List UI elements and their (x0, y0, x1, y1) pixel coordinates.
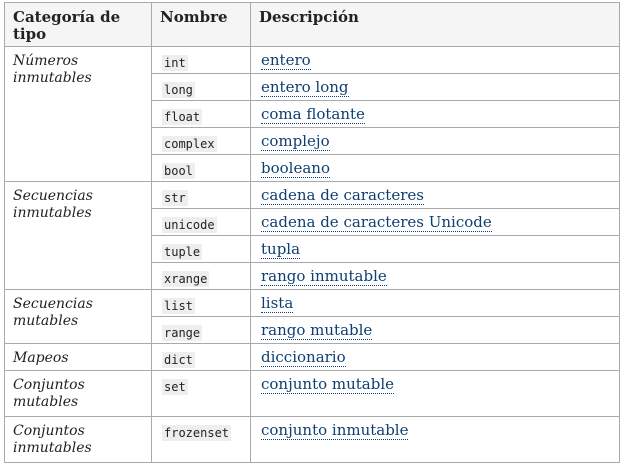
description-link[interactable]: conjunto inmutable (261, 421, 409, 439)
description-link[interactable]: complejo (261, 132, 330, 150)
description-link[interactable]: conjunto mutable (261, 375, 395, 393)
description-cell (251, 47, 620, 74)
category-cell: Conjuntos mutables (5, 371, 152, 417)
type-name-cell (152, 344, 251, 371)
description-link[interactable]: cadena de caracteres (261, 186, 424, 204)
type-name: bool (164, 164, 193, 178)
table-row (5, 182, 620, 209)
table-row (5, 344, 620, 371)
description-cell (251, 344, 620, 371)
type-name-cell (152, 101, 251, 128)
type-name: frozenset (164, 426, 230, 440)
type-name: list (164, 299, 193, 313)
description-link[interactable]: lista (261, 294, 294, 312)
description-cell (251, 209, 620, 236)
description-cell (251, 236, 620, 263)
type-name: xrange (164, 272, 208, 286)
type-name: tuple (164, 245, 201, 259)
description-cell (251, 290, 620, 317)
type-name: float (164, 110, 201, 124)
type-name-cell (152, 417, 251, 463)
description-cell (251, 371, 620, 417)
category-cell: Números inmutables (5, 47, 152, 182)
table-row (5, 417, 620, 463)
type-name: long (164, 83, 193, 97)
type-name: set (164, 380, 186, 394)
type-name-cell (152, 128, 251, 155)
description-link[interactable]: rango mutable (261, 321, 373, 339)
category-cell: Secuencias inmutables (5, 182, 152, 290)
type-name-cell (152, 263, 251, 290)
description-link[interactable]: booleano (261, 159, 330, 177)
description-link[interactable]: entero (261, 51, 311, 69)
type-name: str (164, 191, 186, 205)
description-cell (251, 155, 620, 182)
description-link[interactable]: coma flotante (261, 105, 365, 123)
description-cell (251, 74, 620, 101)
description-link[interactable]: rango inmutable (261, 267, 387, 285)
description-cell (251, 101, 620, 128)
category-cell: Secuencias mutables (5, 290, 152, 344)
type-name: int (164, 56, 186, 70)
category-cell: Conjuntos inmutables (5, 417, 152, 463)
type-name: unicode (164, 218, 215, 232)
type-name-cell (152, 209, 251, 236)
table-row (5, 290, 620, 317)
table-row (5, 47, 620, 74)
type-name: complex (164, 137, 215, 151)
header-row (5, 3, 620, 47)
description-link[interactable]: cadena de caracteres Unicode (261, 213, 492, 231)
types-table (4, 2, 620, 463)
type-name: range (164, 326, 201, 340)
description-cell (251, 417, 620, 463)
description-link[interactable]: entero long (261, 78, 349, 96)
description-link[interactable]: tupla (261, 240, 301, 258)
type-name-cell (152, 371, 251, 417)
description-cell (251, 317, 620, 344)
category-cell: Mapeos (5, 344, 152, 371)
type-name: dict (164, 353, 193, 367)
description-cell (251, 263, 620, 290)
description-link[interactable]: diccionario (261, 348, 346, 366)
type-name-cell (152, 155, 251, 182)
type-name-cell (152, 236, 251, 263)
header-description: Descripción (251, 3, 620, 47)
type-name-cell (152, 47, 251, 74)
header-category: Categoría de tipo (5, 3, 152, 47)
description-cell (251, 182, 620, 209)
type-name-cell (152, 290, 251, 317)
type-name-cell (152, 182, 251, 209)
header-name: Nombre (152, 3, 251, 47)
table-row (5, 371, 620, 417)
type-name-cell (152, 74, 251, 101)
description-cell (251, 128, 620, 155)
type-name-cell (152, 317, 251, 344)
